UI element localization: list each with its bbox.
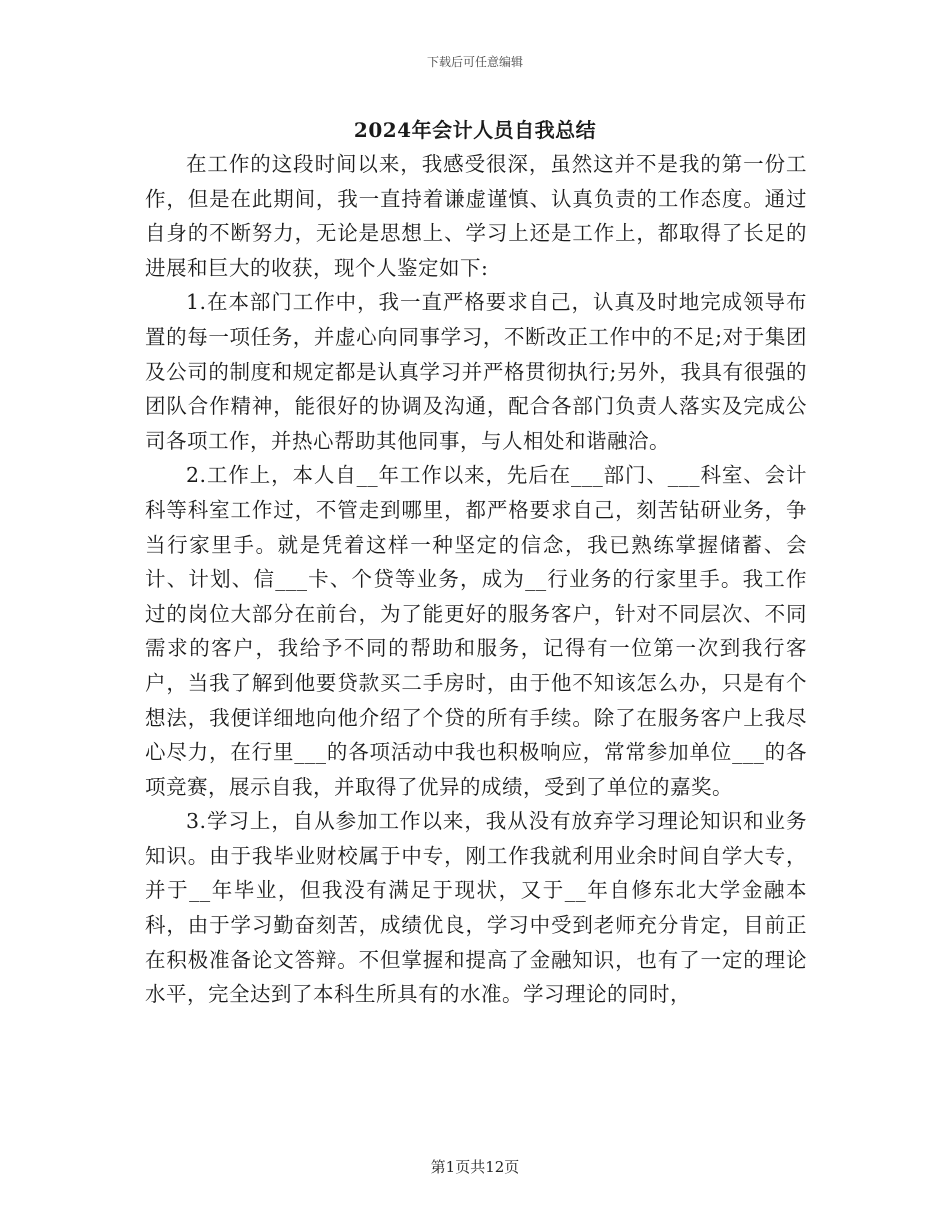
header-note: 下载后可任意编辑 (426, 55, 523, 69)
paragraph-intro: 在工作的这段时间以来，我感受很深，虽然这并不是我的第一份工作，但是在此期间，我一直持着谦虚谨慎、认真负责的工作态度。通过自身的不断努力，无论是思想上、学习上还是工作上，都取得了长足的进展和巨大的收获，现个人鉴定如下: (145, 152, 807, 280)
paragraph-item-2: 2.工作上，本人自__年工作以来，先后在___部门、___科室、会计科等科室工作过，不管走到哪里，都严格要求自己，刻苦钻研业务，争当行家里手。就是凭着这样一种坚定的信念，我已熟练掌握储蓄、会计、计划、信___卡、个贷等业务，成为__行业务的行家里手。我工作过的岗位大部分在前台，为了能更好的服务客户，针对不同层次、不同需求的客户，我给予不同的帮助和服务，记得有一位第一次到我行客户，当我了解到他要贷款买二手房时，由于他不知该怎么办，只是有个想法，我便详细地向他介绍了个贷的所有手续。除了在服务客户上我尽心尽力，在行里___的各项活动中我也积极响应，常常参加单位___的各项竞赛，展示自我，并取得了优异的成绩，受到了单位的嘉奖。 (145, 463, 807, 799)
paragraph-item-3: 3.学习上，自从参加工作以来，我从没有放弃学习理论知识和业务知识。由于我毕业财校属于中专，刚工作我就利用业余时间自学大专，并于__年毕业，但我没有满足于现状，又于__年自修东北大学金融本科，由于学习勤奋刻苦，成绩优良，学习中受到老师充分肯定，目前正在积极准备论文答辩。不但掌握和提高了金融知识，也有了一定的理论水平，完全达到了本科生所具有的水准。学习理论的同时， (145, 809, 807, 1007)
document-title: 2024年会计人员自我总结 (353, 118, 597, 142)
page-number-footer: 第1页共12页 (430, 1158, 520, 1176)
paragraph-item-1: 1.在本部门工作中，我一直严格要求自己，认真及时地完成领导布置的每一项任务，并虚心向同事学习，不断改正工作中的不足;对于集团及公司的制度和规定都是认真学习并严格贯彻执行;另外，我具有很强的团队合作精神，能很好的协调及沟通，配合各部门负责人落实及完成公司各项工作，并热心帮助其他同事，与人相处和谐融洽。 (145, 290, 807, 453)
document-body (145, 147, 807, 1012)
